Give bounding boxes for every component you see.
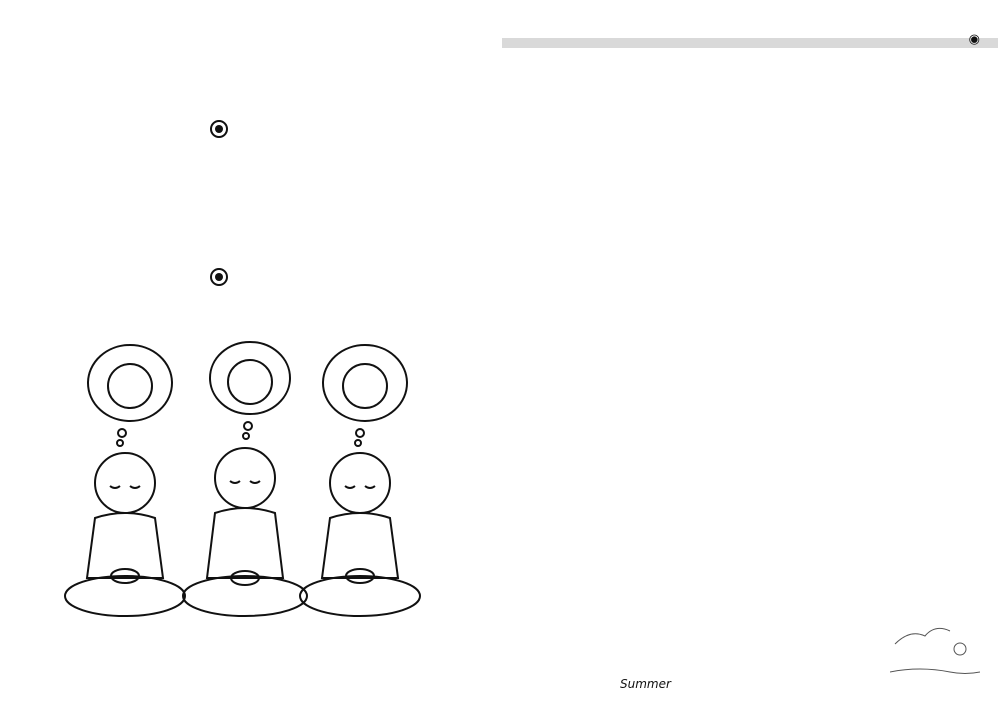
- bullet-circle-icon: [210, 120, 228, 138]
- header-bar: [502, 38, 998, 48]
- bullet-circle-icon: ◉: [968, 32, 980, 47]
- corner-doodle: [890, 624, 980, 679]
- footer-book-title: Summer: [620, 677, 671, 691]
- bullet-circle-icon: [210, 268, 228, 286]
- body-text: [618, 150, 968, 157]
- praying-children-illustration: [60, 338, 445, 628]
- right-page: [500, 0, 1000, 707]
- page-footer: [620, 677, 960, 691]
- running-header: [969, 32, 980, 47]
